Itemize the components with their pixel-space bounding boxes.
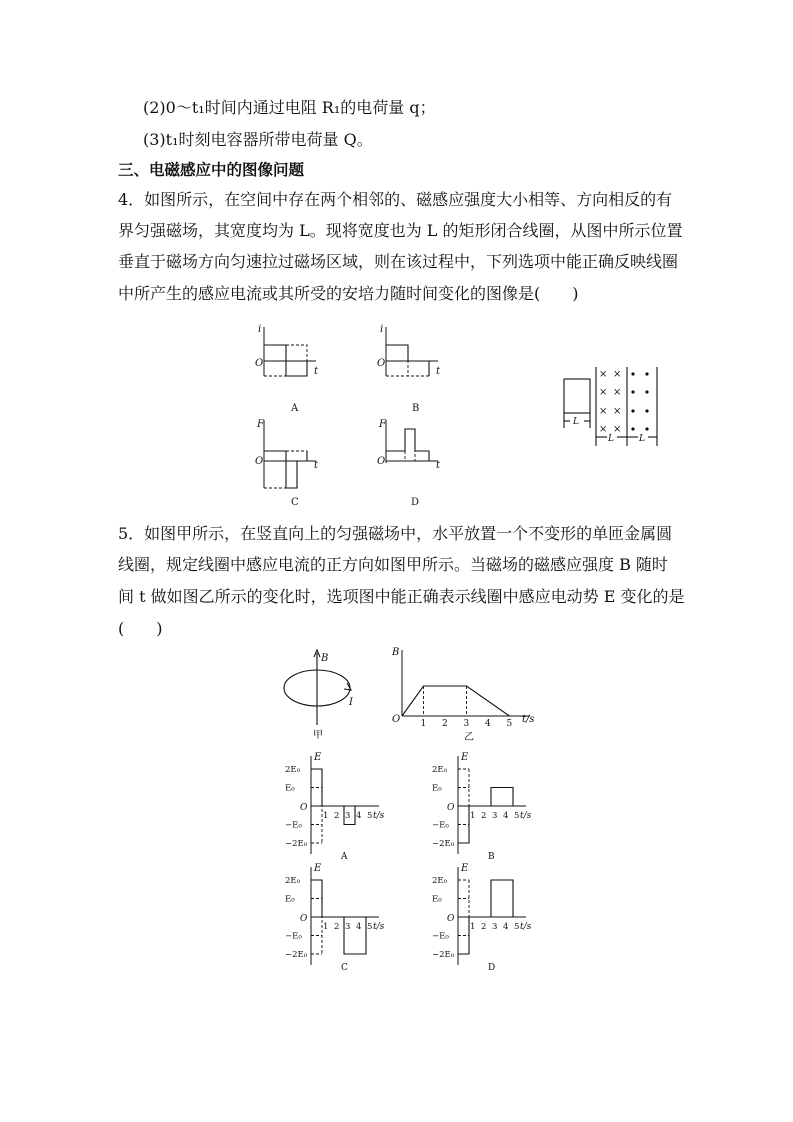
q5d-axis-E: E (461, 863, 469, 874)
q5-line-1: 5．如图甲所示，在竖直向上的匀强磁场中，水平放置一个不变形的单匝金属圆 (118, 524, 673, 543)
q4a-axis-i: i (258, 324, 262, 335)
q5b-x-tick: 4 (503, 811, 509, 821)
q5d-x-tick: 4 (503, 922, 509, 932)
q5c-y-tick: 2E₀ (285, 876, 301, 886)
q5a-x-tick: 5 (367, 811, 373, 821)
q5d-y-tick: 2E₀ (432, 876, 448, 886)
yi-tick: 1 (420, 719, 427, 729)
q5c-x-tick: 4 (356, 922, 362, 932)
q5d-axis-t: t/s (520, 922, 532, 932)
q4d-axis-F: F (379, 419, 386, 430)
q5b-x-tick: 3 (492, 811, 498, 821)
yi-tick: 2 (442, 719, 448, 729)
cross-mark: × (613, 406, 622, 417)
q4-figures (0, 318, 793, 518)
q5-line-2: 线圈，规定线圈中感应电流的正方向如图甲所示。当磁场的磁感应强度 B 随时 (118, 555, 668, 574)
dot-mark (631, 372, 634, 375)
yi-tick: 5 (506, 719, 513, 729)
cross-mark: × (599, 369, 608, 380)
q5d-y-tick: −E₀ (432, 931, 449, 942)
q4b-label: B (412, 403, 420, 414)
jia-B-label: B (321, 653, 329, 664)
q4-graph-b (377, 324, 441, 414)
yi-origin: O (392, 714, 401, 725)
q5c-x-tick: 3 (345, 922, 351, 932)
q5d-x-tick: 2 (481, 922, 487, 932)
q5-line-4: ( ) (118, 619, 163, 638)
q4c-label: C (291, 497, 299, 508)
q5a-x-tick: 4 (356, 811, 362, 821)
q5b-label: B (488, 852, 495, 862)
q5d-x-tick: 1 (470, 922, 476, 932)
jia-label: 甲 (313, 730, 323, 741)
q5a-x-tick: 2 (334, 811, 340, 821)
dot-mark (645, 372, 648, 375)
coil-width-label: L (573, 417, 579, 427)
q5-line-3: 间 t 做如图乙所示的变化时，选项图中能正确表示线圈中感应电动势 E 变化的是 (118, 587, 685, 606)
dot-mark (645, 409, 648, 412)
q5-jia-figure (284, 650, 354, 741)
q5a-x-tick: 3 (345, 811, 351, 821)
B-t-series (402, 686, 510, 716)
jia-I-label: I (349, 697, 353, 708)
yi-axis-B: B (392, 647, 400, 658)
q5a-y-tick: E₀ (285, 783, 295, 794)
q5c-x-tick: 5 (367, 922, 373, 932)
yi-label: 乙 (464, 732, 474, 743)
cross-mark: × (599, 387, 608, 398)
q5d-x-tick: 5 (514, 922, 520, 932)
q5b-axis-t: t/s (520, 811, 532, 821)
q5c-origin: O (300, 914, 308, 924)
dot-mark (631, 390, 634, 393)
q5c-x-tick: 2 (334, 922, 340, 932)
q5d-bar (491, 880, 513, 917)
q4d-origin: O (377, 456, 386, 467)
q4a-axis-t: t (314, 366, 319, 377)
q5-yi-chart (391, 647, 535, 743)
q4c-axis-t: t (314, 460, 319, 471)
q5d-origin: O (447, 914, 455, 924)
q5a-label: A (341, 852, 348, 862)
q5d-y-tick: E₀ (432, 894, 442, 905)
q5c-label: C (341, 963, 348, 973)
q4-graph-d (377, 419, 441, 508)
field1-width-label: L (608, 434, 614, 444)
q4-field-diagram (564, 367, 657, 446)
q5c-y-tick: −2E₀ (285, 950, 308, 960)
q5-figures (0, 640, 793, 980)
cross-mark: × (599, 424, 608, 435)
q4d-label: D (411, 497, 420, 508)
q5a-origin: O (300, 803, 308, 813)
q5c-y-tick: −E₀ (285, 931, 302, 942)
q5b-bar (491, 788, 513, 807)
q5b-x-tick: 2 (481, 811, 487, 821)
q4-line-3: 垂直于磁场方向匀速拉过磁场区域，则在该过程中，下列选项中能正确反映线圈 (118, 252, 679, 271)
coil-rectangle (564, 379, 590, 413)
dot-mark (645, 427, 648, 430)
cross-mark: × (613, 424, 622, 435)
section-heading: 三、电磁感应中的图像问题 (118, 161, 305, 179)
q5c-y-tick: E₀ (285, 894, 295, 905)
q5b-y-tick: −2E₀ (432, 839, 455, 849)
text-line-q3-part3: (3)t₁时刻电容器所带电荷量 Q。 (143, 130, 373, 149)
q5b-axis-E: E (461, 752, 469, 763)
q4b-axis-i: i (380, 324, 384, 335)
q4a-label: A (291, 403, 299, 414)
q5a-y-tick: −2E₀ (285, 839, 308, 849)
yi-tick: 3 (463, 719, 470, 729)
q5c-x-tick: 1 (323, 922, 329, 932)
q4-line-4: 中所产生的感应电流或其所受的安培力随时间变化的图像是( ) (118, 284, 579, 303)
q4b-origin: O (377, 358, 386, 369)
q5a-axis-t: t/s (373, 811, 385, 821)
dot-mark (631, 409, 634, 412)
q5b-y-tick: 2E₀ (432, 765, 448, 775)
field2-width-label: L (639, 434, 645, 444)
dot-mark (631, 427, 634, 430)
yi-tick: 4 (485, 719, 491, 729)
q4-line-1: 4．如图所示，在空间中存在两个相邻的、磁感应强度大小相等、方向相反的有 (118, 190, 673, 209)
q5b-origin: O (447, 803, 455, 813)
cross-mark: × (599, 406, 608, 417)
q5b-x-tick: 5 (514, 811, 520, 821)
cross-mark: × (613, 387, 622, 398)
q4c-axis-F: F (257, 419, 264, 430)
q4-line-2: 界匀强磁场，其宽度均为 L。现将宽度也为 L 的矩形闭合线圈，从图中所示位置 (118, 221, 683, 240)
q5c-axis-t: t/s (373, 922, 385, 932)
q4-graph-a (255, 324, 319, 414)
q4a-origin: O (255, 358, 264, 369)
q4c-origin: O (255, 456, 264, 467)
yi-axis-t: t/s (522, 714, 535, 725)
q5c-axis-E: E (314, 863, 322, 874)
q5b-x-tick: 1 (470, 811, 476, 821)
dot-mark (645, 390, 648, 393)
text-line-q3-part2: (2)0～t₁时间内通过电阻 R₁的电荷量 q； (143, 98, 436, 117)
q4-graph-c (255, 419, 319, 508)
q5b-y-tick: E₀ (432, 783, 442, 794)
q5a-axis-E: E (314, 752, 322, 763)
q5b-y-tick: −E₀ (432, 820, 449, 831)
q5d-label: D (488, 963, 496, 973)
q4b-axis-t: t (436, 366, 441, 377)
q4d-axis-t: t (436, 460, 441, 471)
q5d-x-tick: 3 (492, 922, 498, 932)
q5d-y-tick: −2E₀ (432, 950, 455, 960)
q5a-y-tick: 2E₀ (285, 765, 301, 775)
q5a-y-tick: −E₀ (285, 820, 302, 831)
cross-mark: × (613, 369, 622, 380)
q5a-x-tick: 1 (323, 811, 329, 821)
